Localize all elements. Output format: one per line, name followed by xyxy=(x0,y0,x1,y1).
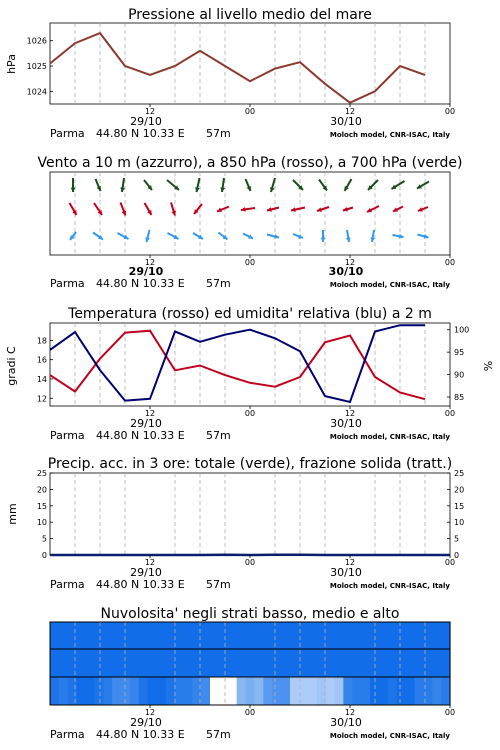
precipitation-y-tick-label: 10 xyxy=(36,518,47,528)
cloud-tick-label: 12 xyxy=(144,708,156,717)
cloud-cell-alto xyxy=(201,622,210,649)
cloud-cell-medio xyxy=(210,649,219,677)
precipitation-y-tick-label-right: 20 xyxy=(454,485,465,495)
cloud-cell-alto xyxy=(414,622,423,649)
cloud-cell-alto xyxy=(130,622,139,649)
cloud-cell-alto xyxy=(59,622,68,649)
cloud-title: Nuvolosita' negli strati basso, medio e alto xyxy=(100,606,400,622)
cloud-cell-basso xyxy=(130,677,139,705)
cloud-cell-alto xyxy=(246,622,255,649)
cloud-cell-basso xyxy=(121,677,130,705)
wind-x-axis xyxy=(145,255,455,267)
cloud-cell-alto xyxy=(94,622,103,649)
cloud-cell-medio xyxy=(441,649,450,677)
cloud-cell-basso xyxy=(103,677,112,705)
precipitation-y-tick-label: 20 xyxy=(36,485,47,495)
cloud-cell-medio xyxy=(254,649,263,677)
cloud-cell-alto xyxy=(308,622,317,649)
cloud-cell-alto xyxy=(272,622,281,649)
wind-coords: 44.80 N 10.33 E xyxy=(96,277,185,290)
cloud-location: Parma xyxy=(50,728,85,741)
pressure-tick-label: 12 xyxy=(344,107,356,116)
cloud-cell-basso xyxy=(361,677,370,705)
cloud-date-label: 29/10 xyxy=(130,716,162,729)
wind-location: Parma xyxy=(50,277,85,290)
precipitation-y-tick-label: 5 xyxy=(41,534,47,544)
cloud-cell-alto xyxy=(183,622,192,649)
cloud-cell-basso xyxy=(139,677,148,705)
cloud-cell-alto xyxy=(148,622,157,649)
cloud-footer xyxy=(50,716,450,741)
cloud-cell-medio xyxy=(379,649,388,677)
precipitation-date-label: 29/10 xyxy=(130,566,162,579)
wind-footer xyxy=(50,265,450,290)
cloud-cell-medio xyxy=(397,649,406,677)
cloud-cell-basso xyxy=(281,677,290,705)
cloud-cell-basso xyxy=(397,677,406,705)
cloud-cell-basso xyxy=(94,677,103,705)
precipitation-credit: Moloch model, CNR-ISAC, Italy xyxy=(329,582,450,590)
cloud-cell-basso xyxy=(441,677,450,705)
temperature-panel xyxy=(5,306,495,442)
cloud-cell-alto xyxy=(237,622,246,649)
pressure-date-label: 29/10 xyxy=(130,115,162,128)
wind-elevation: 57m xyxy=(206,277,231,290)
cloud-cell-alto xyxy=(379,622,388,649)
cloud-cell-basso xyxy=(59,677,68,705)
pressure-title: Pressione al livello medio del mare xyxy=(128,7,372,23)
temperature-line xyxy=(50,331,425,400)
pressure-coords: 44.80 N 10.33 E xyxy=(96,127,185,140)
temperature-y-label: gradi C xyxy=(5,346,18,386)
precipitation-y-ticks-left xyxy=(37,469,53,560)
precipitation-date-label: 30/10 xyxy=(330,566,362,579)
temperature-tick-label: 00 xyxy=(444,409,456,418)
cloud-cell-alto xyxy=(361,622,370,649)
precipitation-y-ticks-right xyxy=(447,469,464,560)
cloud-cell-medio xyxy=(281,649,290,677)
precipitation-footer xyxy=(50,566,450,591)
precipitation-y-label: mm xyxy=(6,503,19,525)
cloud-heatmap xyxy=(50,622,451,705)
precipitation-coords: 44.80 N 10.33 E xyxy=(96,578,185,591)
cloud-cell-medio xyxy=(166,649,175,677)
cloud-cell-basso xyxy=(334,677,343,705)
cloud-cell-basso xyxy=(326,677,335,705)
precipitation-tick-label: 00 xyxy=(444,558,456,567)
cloud-cell-medio xyxy=(388,649,397,677)
temperature-y-ticks xyxy=(37,336,53,403)
cloud-cell-medio xyxy=(130,649,139,677)
pressure-y-tick-label: 1024 xyxy=(26,87,47,97)
cloud-cell-medio xyxy=(414,649,423,677)
wind-tick-label: 00 xyxy=(444,258,456,267)
cloud-cell-medio xyxy=(290,649,299,677)
temperature-y-tick-label: 18 xyxy=(36,336,47,346)
cloud-cell-basso xyxy=(201,677,210,705)
precipitation-title: Precip. acc. in 3 ore: totale (verde), frazione solida (tratt.) xyxy=(47,456,453,472)
cloud-cell-alto xyxy=(281,622,290,649)
cloud-cell-basso xyxy=(183,677,192,705)
cloud-cell-medio xyxy=(121,649,130,677)
pressure-y-tick-label: 1026 xyxy=(26,36,47,46)
temperature-tick-label: 12 xyxy=(344,409,356,418)
pressure-location: Parma xyxy=(50,127,85,140)
cloud-tick-label: 00 xyxy=(444,708,456,717)
pressure-footer xyxy=(50,115,450,140)
cloud-cell-medio xyxy=(246,649,255,677)
cloud-cell-basso xyxy=(406,677,415,705)
cloud-cell-medio xyxy=(308,649,317,677)
cloud-cell-medio xyxy=(139,649,148,677)
cloud-cell-medio xyxy=(183,649,192,677)
cloud-cell-alto xyxy=(397,622,406,649)
temperature-x-axis xyxy=(145,406,455,418)
precipitation-y-tick-label-right: 15 xyxy=(454,501,465,511)
humidity-y-tick-label: 95 xyxy=(454,348,465,358)
cloud-cell-medio xyxy=(343,649,352,677)
cloud-cell-medio xyxy=(77,649,86,677)
cloud-cell-alto xyxy=(263,622,272,649)
cloud-cell-basso xyxy=(379,677,388,705)
temperature-title: Temperatura (rosso) ed umidita' relativa (blu) a 2 m xyxy=(68,306,432,322)
cloud-cell-basso xyxy=(174,677,183,705)
cloud-cell-alto xyxy=(219,622,228,649)
temperature-date-label: 30/10 xyxy=(330,417,362,430)
cloud-cell-alto xyxy=(210,622,219,649)
cloud-cell-alto xyxy=(254,622,263,649)
wind-date-label: 29/10 xyxy=(128,265,164,278)
cloud-cell-alto xyxy=(139,622,148,649)
pressure-credit: Moloch model, CNR-ISAC, Italy xyxy=(329,131,450,139)
cloud-cell-alto xyxy=(388,622,397,649)
cloud-credit: Moloch model, CNR-ISAC, Italy xyxy=(329,732,450,740)
cloud-tick-label: 12 xyxy=(344,708,356,717)
pressure-elevation: 57m xyxy=(206,127,231,140)
humidity-y-tick-label: 90 xyxy=(454,370,465,380)
cloud-cell-alto xyxy=(50,622,59,649)
cloud-cell-basso xyxy=(219,677,228,705)
cloud-cell-basso xyxy=(112,677,121,705)
cloud-cell-basso xyxy=(343,677,352,705)
cloud-cell-medio xyxy=(68,649,77,677)
cloud-cell-alto xyxy=(157,622,166,649)
cloud-cell-alto xyxy=(77,622,86,649)
pressure-plot-frame xyxy=(50,23,450,104)
cloud-x-axis xyxy=(145,705,455,717)
precipitation-tick-label: 12 xyxy=(344,558,356,567)
cloud-cell-basso xyxy=(254,677,263,705)
cloud-cell-medio xyxy=(326,649,335,677)
pressure-line xyxy=(50,33,425,103)
pressure-y-ticks xyxy=(27,37,53,97)
wind-title: Vento a 10 m (azzurro), a 850 hPa (rosso), a 700 hPa (verde) xyxy=(37,155,463,171)
humidity-y-tick-label: 85 xyxy=(454,393,465,403)
cloud-elevation: 57m xyxy=(206,728,231,741)
cloud-cell-medio xyxy=(94,649,103,677)
cloud-cell-basso xyxy=(246,677,255,705)
precipitation-y-tick-label-right: 25 xyxy=(454,469,465,478)
cloud-panel xyxy=(50,606,455,741)
wind-tick-label: 00 xyxy=(244,258,256,267)
cloud-cell-medio xyxy=(219,649,228,677)
cloud-cell-alto xyxy=(121,622,130,649)
cloud-cell-medio xyxy=(432,649,441,677)
cloud-cell-medio xyxy=(228,649,237,677)
cloud-cell-basso xyxy=(77,677,86,705)
temperature-date-label: 29/10 xyxy=(130,417,162,430)
cloud-cell-medio xyxy=(201,649,210,677)
cloud-cell-basso xyxy=(388,677,397,705)
cloud-cell-medio xyxy=(86,649,95,677)
cloud-cell-alto xyxy=(343,622,352,649)
cloud-cell-basso xyxy=(432,677,441,705)
pressure-date-label: 30/10 xyxy=(330,115,362,128)
cloud-cell-medio xyxy=(148,649,157,677)
cloud-cell-alto xyxy=(166,622,175,649)
cloud-cell-medio xyxy=(157,649,166,677)
humidity-y-label: % xyxy=(482,360,495,372)
cloud-cell-alto xyxy=(112,622,121,649)
cloud-cell-alto xyxy=(174,622,183,649)
temperature-credit: Moloch model, CNR-ISAC, Italy xyxy=(329,433,450,441)
precipitation-y-tick-label-right: 10 xyxy=(454,518,465,528)
precipitation-x-axis xyxy=(145,555,455,567)
cloud-cell-basso xyxy=(272,677,281,705)
cloud-coords: 44.80 N 10.33 E xyxy=(96,728,185,741)
cloud-cell-basso xyxy=(157,677,166,705)
cloud-cell-medio xyxy=(334,649,343,677)
precipitation-tick-label: 12 xyxy=(144,558,156,567)
wind-panel xyxy=(37,155,462,290)
temperature-coords: 44.80 N 10.33 E xyxy=(96,429,185,442)
humidity-y-tick-label: 100 xyxy=(454,325,470,335)
wind-credit: Moloch model, CNR-ISAC, Italy xyxy=(329,281,450,289)
cloud-cell-medio xyxy=(237,649,246,677)
cloud-cell-basso xyxy=(166,677,175,705)
precipitation-grid xyxy=(75,473,425,555)
cloud-cell-alto xyxy=(326,622,335,649)
wind-arrow-head xyxy=(321,238,326,242)
cloud-cell-basso xyxy=(86,677,95,705)
pressure-series xyxy=(50,33,425,103)
cloud-cell-basso xyxy=(228,677,237,705)
cloud-cell-alto xyxy=(441,622,450,649)
temperature-grid xyxy=(75,323,425,406)
temperature-location: Parma xyxy=(50,429,85,442)
pressure-y-label: hPa xyxy=(5,54,18,74)
temperature-y-tick-label: 14 xyxy=(36,374,47,384)
cloud-cell-medio xyxy=(59,649,68,677)
cloud-cell-alto xyxy=(86,622,95,649)
pressure-tick-label: 12 xyxy=(144,107,156,116)
wind-plot-frame xyxy=(50,172,450,255)
temperature-tick-label: 00 xyxy=(244,409,256,418)
pressure-tick-label: 00 xyxy=(244,107,256,116)
cloud-cell-medio xyxy=(174,649,183,677)
precipitation-elevation: 57m xyxy=(206,578,231,591)
precipitation-y-tick-label-right: 0 xyxy=(454,551,460,560)
humidity-line xyxy=(50,325,425,402)
precipitation-plot-frame xyxy=(50,473,450,555)
cloud-cell-alto xyxy=(103,622,112,649)
cloud-cell-basso xyxy=(308,677,317,705)
cloud-cell-basso xyxy=(68,677,77,705)
cloud-cell-basso xyxy=(148,677,157,705)
temperature-elevation: 57m xyxy=(206,429,231,442)
cloud-cell-basso xyxy=(414,677,423,705)
cloud-cell-alto xyxy=(352,622,361,649)
cloud-cell-alto xyxy=(432,622,441,649)
precipitation-panel xyxy=(6,456,464,591)
cloud-cell-basso xyxy=(50,677,59,705)
cloud-cell-medio xyxy=(272,649,281,677)
cloud-cell-alto xyxy=(334,622,343,649)
precipitation-location: Parma xyxy=(50,578,85,591)
temperature-footer xyxy=(50,417,450,442)
temperature-plot-frame xyxy=(50,323,450,406)
cloud-cell-basso xyxy=(210,677,219,705)
cloud-cell-medio xyxy=(406,649,415,677)
cloud-cell-medio xyxy=(112,649,121,677)
precipitation-y-tick-label: 25 xyxy=(36,469,47,478)
wind-date-label: 30/10 xyxy=(328,265,364,278)
wind-tick-label: 12 xyxy=(344,258,356,267)
pressure-x-axis xyxy=(145,104,455,116)
cloud-cell-medio xyxy=(263,649,272,677)
pressure-panel xyxy=(5,7,455,140)
cloud-cell-medio xyxy=(361,649,370,677)
precipitation-tick-label: 00 xyxy=(244,558,256,567)
pressure-tick-label: 00 xyxy=(444,107,456,116)
cloud-cell-alto xyxy=(68,622,77,649)
cloud-cell-basso xyxy=(263,677,272,705)
cloud-cell-alto xyxy=(290,622,299,649)
temperature-tick-label: 12 xyxy=(144,409,156,418)
cloud-cell-medio xyxy=(50,649,59,677)
temperature-y-tick-label: 16 xyxy=(36,355,47,365)
cloud-tick-label: 00 xyxy=(244,708,256,717)
cloud-cell-basso xyxy=(290,677,299,705)
precipitation-y-tick-label-right: 5 xyxy=(454,534,460,544)
cloud-cell-basso xyxy=(237,677,246,705)
pressure-y-tick-label: 1025 xyxy=(26,62,47,72)
temperature-y-tick-label: 12 xyxy=(36,394,47,404)
temperature-humidity-series xyxy=(50,325,425,402)
cloud-cell-alto xyxy=(406,622,415,649)
precipitation-y-tick-label: 0 xyxy=(41,551,47,560)
precipitation-y-tick-label: 15 xyxy=(36,501,47,511)
cloud-cell-alto xyxy=(228,622,237,649)
wind-tick-label: 12 xyxy=(144,258,156,267)
cloud-cell-medio xyxy=(103,649,112,677)
cloud-date-label: 30/10 xyxy=(330,716,362,729)
cloud-cell-basso xyxy=(352,677,361,705)
cloud-cell-medio xyxy=(352,649,361,677)
